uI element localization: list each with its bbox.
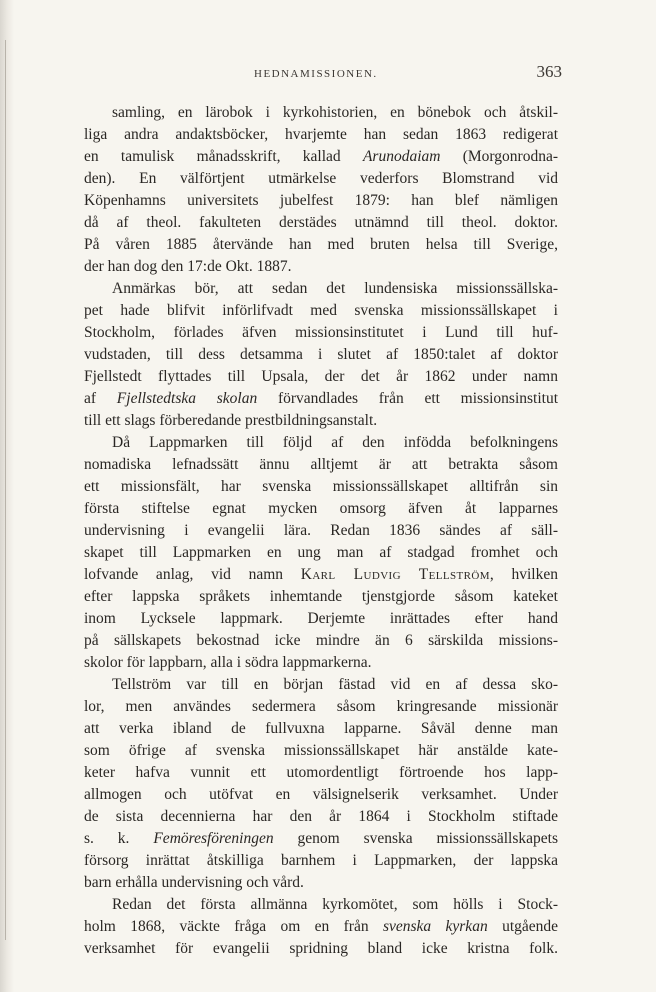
text-line: efter lappska språkets inhemtande tjenstgjorde såsom kateket bbox=[84, 588, 558, 605]
text-line: allmogen och utöfvat en välsignelserik verksamhet. Under bbox=[84, 786, 558, 803]
text-line: som öfrige af svenska missionssällskapet här anstälde kate- bbox=[84, 742, 558, 759]
text-line: Köpenhamns universitets jubelfest 1879: han blef nämligen bbox=[84, 192, 558, 209]
text-line: Tellström var till en början fästad vid en af dessa sko- bbox=[112, 676, 558, 693]
paragraph bbox=[84, 278, 558, 432]
page-header bbox=[84, 62, 562, 86]
paragraph bbox=[84, 894, 558, 960]
text-line: vudstaden, till dess detsamma i slutet af 1850:talet af doktor bbox=[84, 346, 558, 363]
text-line: lofvande anlag, vid namn Karl Ludvig Tellström, hvilken bbox=[84, 566, 558, 583]
text-line: Stockholm, förlades äfven missionsinstitutet i Lund till huf- bbox=[84, 324, 558, 341]
text-line: skapet till Lappmarken en ung man af stadgad fromhet och bbox=[84, 544, 558, 561]
running-head: HEDNAMISSIONEN. bbox=[254, 68, 378, 80]
paragraph bbox=[84, 102, 558, 278]
text-line: skolor för lappbarn, alla i södra lappmarkerna. bbox=[84, 654, 372, 671]
text-line: pet hade blifvit införlifvadt med svenska missionssällskapet i bbox=[84, 302, 558, 319]
text-line: undervisning i evangelii lära. Redan 1836 sändes af säll- bbox=[84, 522, 558, 539]
paragraph bbox=[84, 674, 558, 894]
text-line: inom Lycksele lappmark. Derjemte inrättades efter hand bbox=[84, 610, 558, 627]
text-line: på sällskapets bekostnad icke mindre än 6 särskilda missions- bbox=[84, 632, 558, 649]
page-body-text bbox=[84, 102, 558, 960]
small-caps-name: Karl Ludvig Tellström bbox=[300, 566, 490, 583]
text-line: verksamhet för evangelii spridning bland icke kristna folk. bbox=[84, 940, 558, 957]
spine-fold-line bbox=[5, 40, 6, 940]
text-line: en tamulisk månadsskrift, kallad Arunodaiam (Morgonrodna- bbox=[84, 148, 558, 165]
paragraph bbox=[84, 432, 558, 674]
text-line: att verka ibland de fullvuxna lapparne. Såväl denne man bbox=[84, 720, 558, 737]
page-number: 363 bbox=[536, 62, 562, 81]
italic-term: Femöresföreningen bbox=[153, 830, 274, 847]
text-line: keter hafva vunnit ett utomordentligt förtroende hos lapp- bbox=[84, 764, 558, 781]
text-line: ett missionsfält, har svenska missionssällskapet alltifrån sin bbox=[84, 478, 558, 495]
text-line: s. k. Femöresföreningen genom svenska missionssällskapets bbox=[84, 830, 558, 847]
book-spine-edge bbox=[0, 0, 14, 992]
text-line: På våren 1885 återvände han med bruten helsa till Sverige, bbox=[84, 236, 558, 253]
text-line: Anmärkas bör, att sedan det lundensiska missionssällska- bbox=[112, 280, 558, 297]
text-line: första stiftelse egnat mycken omsorg äfven åt lapparnes bbox=[84, 500, 558, 517]
text-line: samling, en lärobok i kyrkohistorien, en bönebok och åtskil- bbox=[112, 104, 558, 121]
text-line: Då Lappmarken till följd af den infödda befolkningens bbox=[112, 434, 558, 451]
text-line: de sista decennierna har den år 1864 i Stockholm stiftade bbox=[84, 808, 558, 825]
text-line: af Fjellstedtska skolan förvandlades från ett missionsinstitut bbox=[84, 390, 559, 407]
text-line: nomadiska lefnadssätt ännu alltjemt är att betrakta såsom bbox=[84, 456, 558, 473]
text-line: liga andra andaktsböcker, hvarjemte han sedan 1863 redigerat bbox=[84, 126, 558, 143]
text-line: der han dog den 17:de Okt. 1887. bbox=[84, 258, 292, 275]
text-line: Redan det första allmänna kyrkomötet, som hölls i Stock- bbox=[112, 896, 558, 913]
italic-term: Arunodaiam bbox=[362, 148, 441, 165]
text-line: den). En välförtjent utmärkelse vederfors Blomstrand vid bbox=[84, 170, 558, 187]
text-line: barn erhålla undervisning och vård. bbox=[84, 874, 304, 891]
italic-term: svenska kyrkan bbox=[382, 918, 488, 935]
text-line: till ett slags förberedande prestbildningsanstalt. bbox=[84, 412, 378, 429]
text-line: lor, men användes sedermera såsom kringresande missionär bbox=[84, 698, 558, 715]
text-line: då af theol. fakulteten derstädes utnämnd till theol. doktor. bbox=[84, 214, 558, 231]
text-line: holm 1868, väckte fråga om en från svenska kyrkan utgående bbox=[84, 918, 559, 935]
text-line: Fjellstedt flyttades till Upsala, der det år 1862 under namn bbox=[84, 368, 558, 385]
text-line: försorg inrättat åtskilliga barnhem i Lappmarken, der lappska bbox=[84, 852, 558, 869]
italic-term: Fjellstedtska skolan bbox=[116, 390, 258, 407]
